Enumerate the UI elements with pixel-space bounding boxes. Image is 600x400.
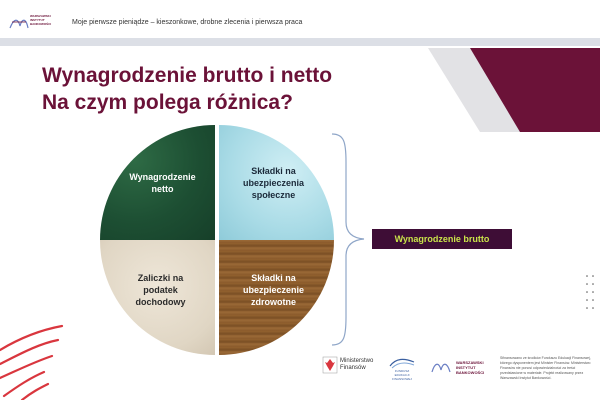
red-scribble-icon [0, 320, 70, 400]
header-logo-text: WARSZAWSKI INSTYTUT BANKOWOŚCI [30, 14, 52, 26]
funding-note: Sfinansowano ze środków Funduszu Edukacji Finansowej, którego dysponentem jest Minister Finansów. Ministerstwo Finansów nie ponosi odpowiedzialności za treści przedstawione w materiale. Projekt realizowany przez Warszawski Instytut Bankowości. [500, 356, 591, 380]
wib-logo-text: WARSZAWSKI INSTYTUT BANKOWOŚCI [456, 360, 485, 375]
quadrant-label: Składki na ubezpieczenia społeczne [242, 165, 305, 200]
curly-brace-icon [330, 132, 370, 347]
quadrant-label: Zaliczki na podatek dochodowy [135, 272, 186, 307]
dotted-decoration-icon [583, 272, 599, 322]
gross-salary-label [372, 229, 512, 249]
gross-salary-text: Wynagrodzenie brutto [394, 234, 490, 244]
fef-logo-text: FUNDUSZ EDUKACJI FINANSOWEJ [392, 369, 412, 381]
header-title: Moje pierwsze pieniądze – kieszonkowe, drobne zlecenia i pierwsza praca [72, 19, 303, 26]
slide-title-line2: Na czym polega różnica? [42, 91, 293, 114]
quadrant-label: Składki na ubezpieczenie zdrowotne [242, 272, 305, 307]
wib-logo-icon [430, 358, 454, 376]
slide-title [42, 62, 332, 116]
eagle-emblem-icon [322, 356, 338, 374]
ministry-logo-text: Ministerstwo Finansów [340, 358, 374, 371]
slide-title-line1: Wynagrodzenie brutto i netto [42, 64, 333, 87]
fef-logo-icon [388, 356, 416, 370]
quadrant-label: Wynagrodzenie netto [129, 171, 196, 194]
